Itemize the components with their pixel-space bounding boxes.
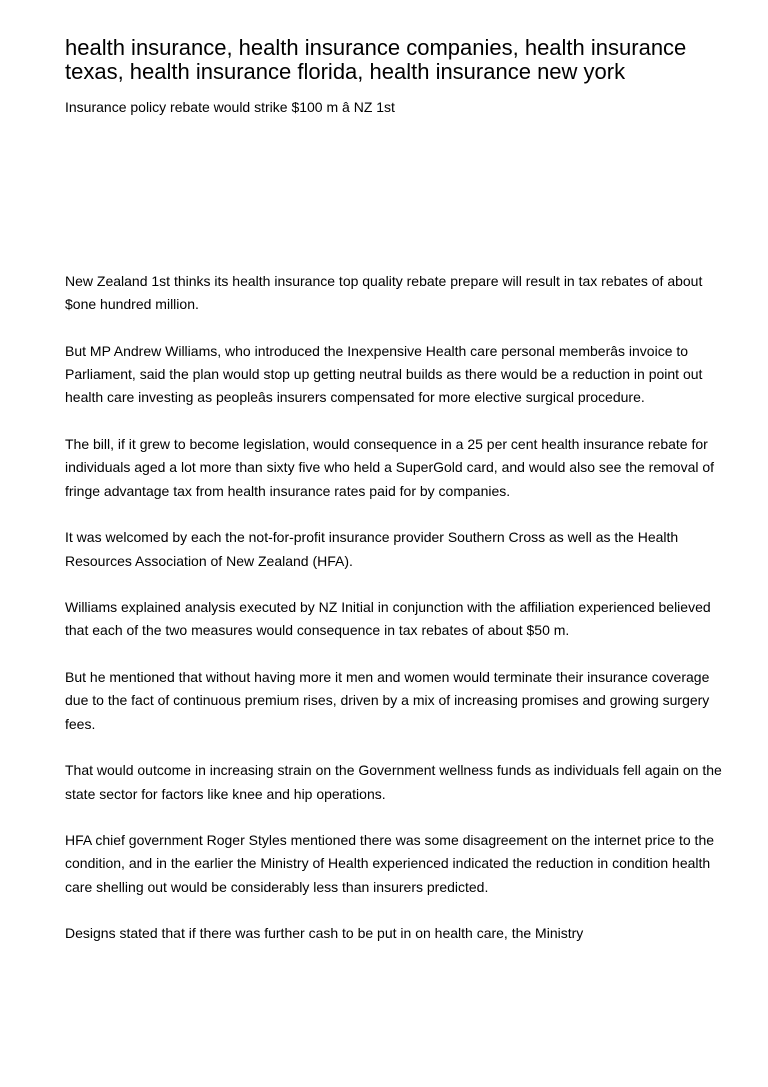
paragraph: Williams explained analysis executed by NZ Initial in conjunction with the affiliation experienced believed that each of the two measures would consequence in tax rebates of about $50 m.: [65, 599, 711, 639]
paragraph: It was welcomed by each the not-for-profit insurance provider Southern Cross as well as the Health Resources Association of New Zealand (HFA).: [65, 529, 679, 569]
paragraph: That would outcome in increasing strain on the Government wellness funds as individuals fell again on the state sector for factors like knee and hip operations.: [65, 762, 722, 802]
paragraph: The bill, if it grew to become legislation, would consequence in a 25 per cent health insurance rebate for individuals aged a lot more than sixty five who held a SuperGold card, and would also see the removal of fringe advantage tax from health insurance rates paid for by companies.: [65, 436, 715, 499]
paragraph: HFA chief government Roger Styles mentioned there was some disagreement on the internet price to the condition, and in the earlier the Ministry of Health experienced indicated the reduction in condition health care shelling out would be considerably less than insurers predicted.: [65, 832, 715, 895]
article-subtitle: Insurance policy rebate would strike $100 m â NZ 1st: [65, 99, 395, 115]
page-title: health insurance, health insurance companies, health insurance texas, health insurance florida, health insurance new york: [65, 35, 687, 84]
paragraph: But MP Andrew Williams, who introduced the Inexpensive Health care personal memberâs invoice to Parliament, said the plan would stop up getting neutral builds as there would be a reduction in point out health care investing as peopleâs insurers compensated for more elective surgical procedure.: [65, 342, 703, 406]
paragraph: But he mentioned that without having more it men and women would terminate their insurance coverage due to the fact of continuous premium rises, driven by a mix of increasing promises and growing surgery fees.: [65, 669, 710, 732]
paragraph: New Zealand 1st thinks its health insurance top quality rebate prepare will result in tax rebates of about $one hundred million.: [65, 273, 703, 313]
document-header: [65, 36, 725, 116]
paragraph: Designs stated that if there was further cash to be put in on health care, the Ministry: [65, 925, 584, 942]
article-body: [65, 270, 725, 969]
